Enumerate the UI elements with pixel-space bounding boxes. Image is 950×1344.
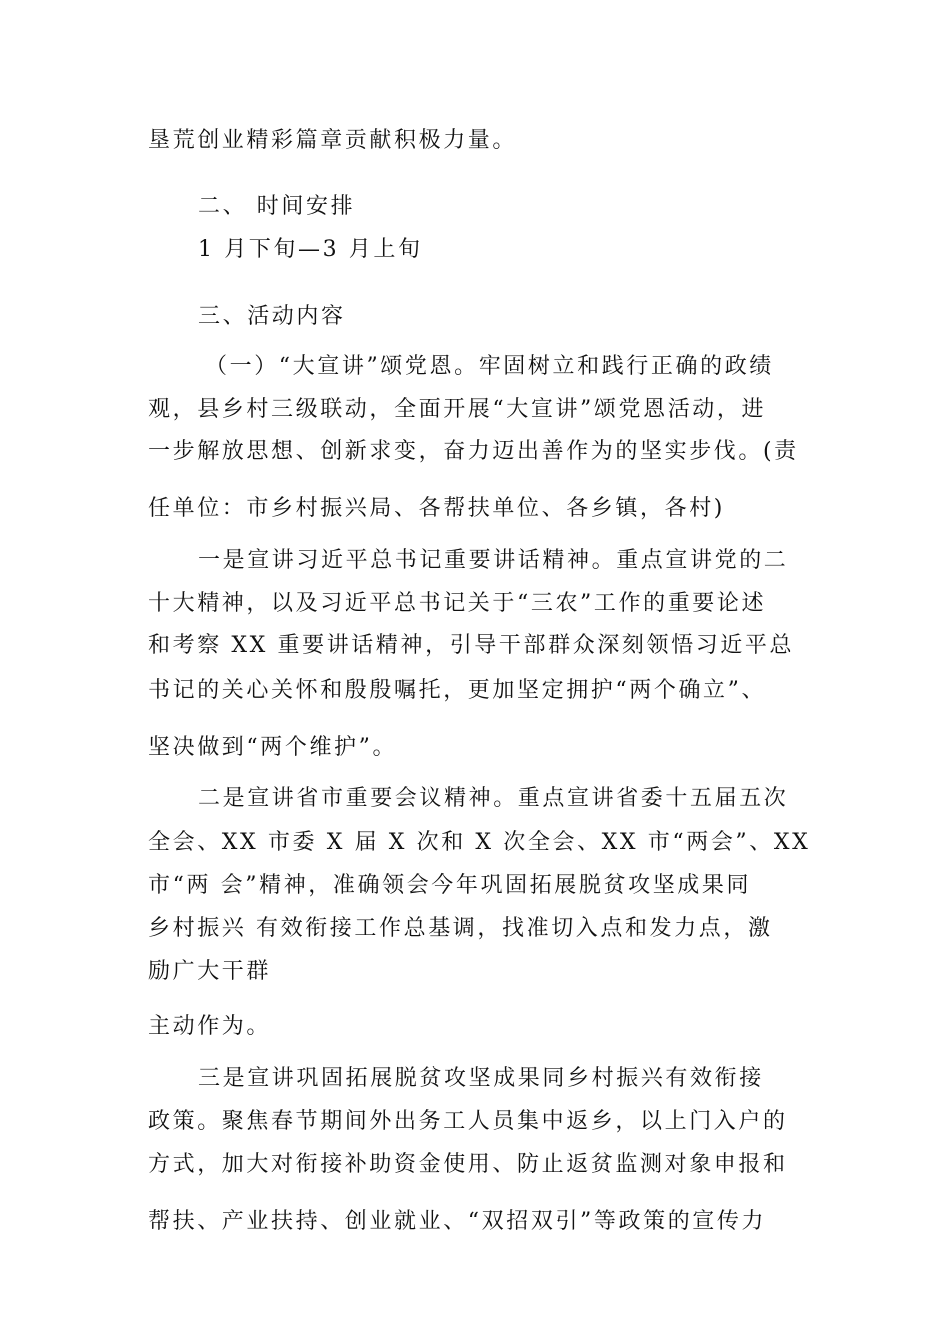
paragraph-line: 十大精神，以及习近平总书记关于“三农”工作的重要论述 [148, 591, 767, 616]
paragraph-line: 帮扶、产业扶持、创业就业、“双招双引”等政策的宣传力 [148, 1209, 767, 1234]
paragraph-line: 任单位：市乡村振兴局、各帮扶单位、各乡镇，各村) [148, 496, 725, 521]
paragraph-line: 市“两 会”精神，准确领会今年巩固拓展脱贫攻坚成果同 [148, 873, 752, 898]
paragraph-line: 和考察 XX 重要讲话精神，引导干部群众深刻领悟习近平总 [148, 633, 795, 658]
section-heading-schedule: 二、 时间安排 [198, 194, 356, 219]
paragraph-line: 政策。聚焦春节期间外出务工人员集中返乡，以上门入户的 [148, 1109, 788, 1134]
paragraph-line: 全会、XX 市委 X 届 X 次和 X 次全会、XX 市“两会”、XX [148, 830, 811, 855]
paragraph-line: 观，县乡村三级联动，全面开展“大宣讲”颂党恩活动，进 [148, 397, 767, 422]
section-heading-activities: 三、活动内容 [198, 304, 346, 329]
schedule-text: 1 月下旬—3 月上旬 [198, 237, 423, 262]
paragraph-line: 三是宣讲巩固拓展脱贫攻坚成果同乡村振兴有效衔接 [198, 1066, 764, 1091]
paragraph-line: 乡村振兴 有效衔接工作总基调，找准切入点和发力点，激 [148, 916, 773, 941]
paragraph-line: 坚决做到“两个维护”。 [148, 735, 398, 760]
paragraph-line: 一是宣讲习近平总书记重要讲话精神。重点宣讲党的二 [198, 548, 789, 573]
paragraph-line: （一）“大宣讲”颂党恩。牢固树立和践行正确的政绩 [205, 354, 774, 379]
paragraph-line: 一步解放思想、创新求变，奋力迈出善作为的坚实步伐。(责 [148, 439, 799, 464]
paragraph-line: 主动作为。 [148, 1014, 272, 1039]
paragraph-line: 书记的关心关怀和殷殷嘱托，更加坚定拥护“两个确立”、 [148, 678, 767, 703]
paragraph-line: 方式，加大对衔接补助资金使用、防止返贫监测对象申报和 [148, 1152, 788, 1177]
paragraph-line: 励广大干群 [148, 959, 272, 984]
paragraph-line: 二是宣讲省市重要会议精神。重点宣讲省委十五届五次 [198, 786, 789, 811]
paragraph-line: 垦荒创业精彩篇章贡献积极力量。 [148, 128, 518, 153]
